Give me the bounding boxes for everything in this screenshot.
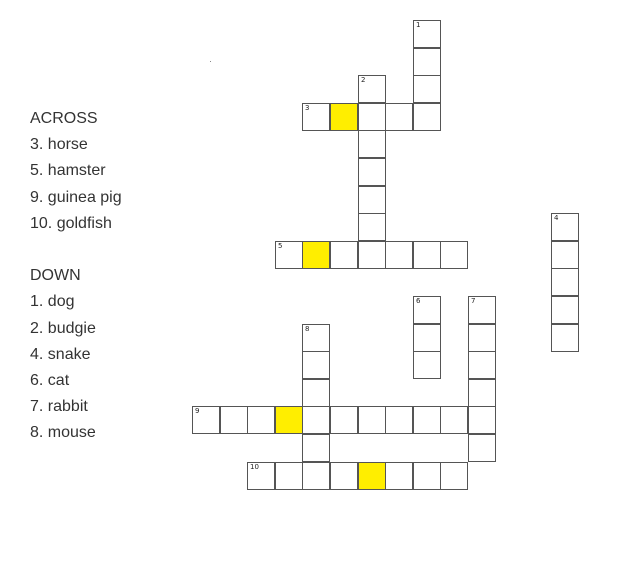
clue-across-10: 10. goldfish: [30, 214, 112, 232]
grid-cell[interactable]: [551, 213, 579, 241]
grid-cell[interactable]: [330, 462, 358, 490]
clue-across-9: 9. guinea pig: [30, 188, 122, 206]
grid-cell[interactable]: [551, 296, 579, 324]
grid-cell[interactable]: [413, 296, 441, 324]
grid-cell[interactable]: [302, 324, 330, 352]
cell-number: 1: [416, 21, 421, 29]
cell-number: 5: [278, 242, 283, 250]
grid-cell[interactable]: [413, 406, 441, 434]
stray-mark: [210, 61, 211, 62]
cell-number: 4: [554, 214, 559, 222]
grid-cell[interactable]: [192, 406, 220, 434]
grid-cell[interactable]: [385, 406, 413, 434]
down-heading: DOWN: [30, 267, 81, 285]
grid-cell[interactable]: [413, 462, 441, 490]
grid-cell[interactable]: [358, 213, 386, 241]
grid-cell[interactable]: [358, 186, 386, 214]
grid-cell[interactable]: [413, 20, 441, 48]
grid-cell[interactable]: [440, 241, 468, 269]
grid-cell[interactable]: [413, 75, 441, 103]
clue-down-2: 2. budgie: [30, 319, 96, 337]
grid-cell[interactable]: [275, 406, 303, 434]
grid-cell[interactable]: [302, 434, 330, 462]
clue-across-3: 3. horse: [30, 136, 88, 154]
grid-cell[interactable]: [385, 103, 413, 131]
cell-number: 10: [250, 463, 259, 471]
grid-cell[interactable]: [302, 351, 330, 379]
grid-cell[interactable]: [358, 158, 386, 186]
grid-cell[interactable]: [358, 75, 386, 103]
grid-cell[interactable]: [302, 241, 330, 269]
grid-cell[interactable]: [302, 103, 330, 131]
grid-cell[interactable]: [551, 268, 579, 296]
grid-cell[interactable]: [413, 324, 441, 352]
grid-cell[interactable]: [551, 241, 579, 269]
grid-cell[interactable]: [330, 103, 358, 131]
grid-cell[interactable]: [358, 130, 386, 158]
grid-cell[interactable]: [275, 462, 303, 490]
grid-cell[interactable]: [413, 103, 441, 131]
grid-cell[interactable]: [330, 406, 358, 434]
grid-cell[interactable]: [413, 241, 441, 269]
grid-cell[interactable]: [468, 379, 496, 407]
clue-down-8: 8. mouse: [30, 424, 96, 442]
cell-number: 2: [361, 76, 366, 84]
cell-number: 6: [416, 297, 421, 305]
grid-cell[interactable]: [468, 324, 496, 352]
grid-cell[interactable]: [275, 241, 303, 269]
grid-cell[interactable]: [302, 406, 330, 434]
clue-down-6: 6. cat: [30, 372, 70, 390]
grid-cell[interactable]: [302, 462, 330, 490]
clue-down-4: 4. snake: [30, 345, 91, 363]
grid-cell[interactable]: [385, 462, 413, 490]
grid-cell[interactable]: [358, 462, 386, 490]
grid-cell[interactable]: [468, 406, 496, 434]
grid-cell[interactable]: [247, 406, 275, 434]
grid-cell[interactable]: [468, 351, 496, 379]
clue-down-7: 7. rabbit: [30, 398, 88, 416]
cell-number: 3: [305, 104, 310, 112]
clue-down-1: 1. dog: [30, 293, 75, 311]
grid-cell[interactable]: [330, 241, 358, 269]
grid-cell[interactable]: [551, 324, 579, 352]
grid-cell[interactable]: [358, 103, 386, 131]
clue-across-5: 5. hamster: [30, 162, 106, 180]
cell-number: 9: [195, 407, 200, 415]
grid-cell[interactable]: [247, 462, 275, 490]
grid-cell[interactable]: [220, 406, 248, 434]
grid-cell[interactable]: [358, 406, 386, 434]
grid-cell[interactable]: [440, 462, 468, 490]
grid-cell[interactable]: [385, 241, 413, 269]
grid-cell[interactable]: [358, 241, 386, 269]
grid-cell[interactable]: [468, 296, 496, 324]
grid-cell[interactable]: [413, 48, 441, 76]
grid-cell[interactable]: [468, 434, 496, 462]
across-heading: ACROSS: [30, 110, 98, 127]
grid-cell[interactable]: [302, 379, 330, 407]
grid-cell[interactable]: [413, 351, 441, 379]
cell-number: 7: [471, 297, 476, 305]
grid-cell[interactable]: [440, 406, 468, 434]
cell-number: 8: [305, 325, 310, 333]
